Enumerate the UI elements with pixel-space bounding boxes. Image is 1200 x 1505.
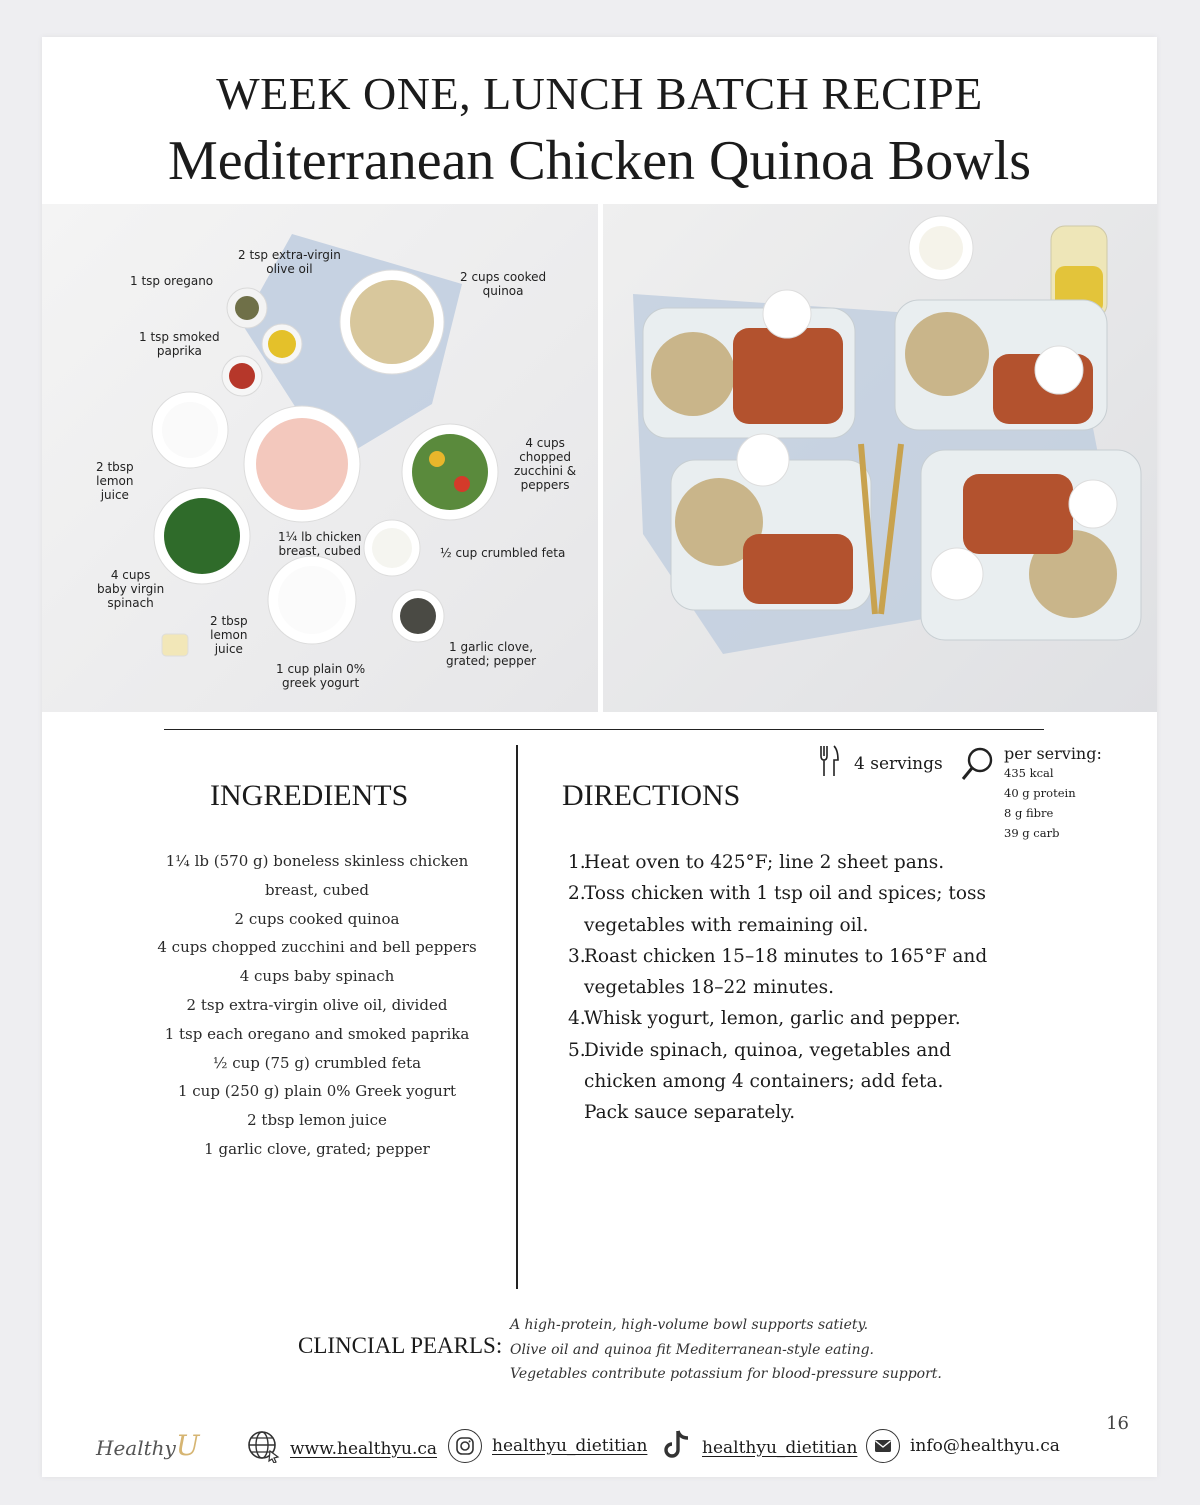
nutrition-title: per serving: (1004, 744, 1102, 763)
clinical-pearls (510, 1313, 942, 1387)
instagram-icon (448, 1429, 482, 1463)
tiktok-text: healthyu_dietitian (702, 1437, 858, 1458)
ingredient-line: 4 cups baby spinach (239, 967, 395, 986)
website-text: www.healthyu.ca (290, 1438, 438, 1459)
email-text: info@healthyu.ca (910, 1436, 1060, 1456)
direction-step: 5. Divide spinach, quinoa, vegetables and chicken among 4 containers; add feta. Pack sauce separately. (568, 1039, 952, 1124)
ingredient-line: 2 tsp extra-virgin olive oil, divided (186, 995, 448, 1014)
instagram-text: healthyu_dietitian (492, 1436, 648, 1456)
section-divider (164, 729, 1044, 730)
ingredient-line: 2 cups cooked quinoa (234, 909, 400, 928)
directions-list (568, 847, 988, 1129)
label-chicken: 1¼ lb chicken breast, cubed (278, 530, 362, 558)
globe-icon (246, 1429, 280, 1468)
label-vegetables: 4 cups chopped zucchini & peppers (514, 436, 577, 492)
label-spinach: 4 cups baby virgin spinach (97, 568, 165, 610)
tiktok-icon (664, 1429, 692, 1466)
pearl-line: Olive oil and quinoa fit Mediterranean-style eating. (510, 1341, 874, 1358)
label-garlic: 1 garlic clove, grated; pepper (446, 640, 537, 668)
label-quinoa: 2 cups cooked quinoa (460, 270, 547, 298)
page-title: WEEK ONE, LUNCH BATCH RECIPE (216, 68, 983, 119)
magnifier-icon (960, 746, 994, 843)
recipe-title: Mediterranean Chicken Quinoa Bowls (167, 130, 1032, 192)
nutrition-info (960, 744, 1102, 843)
nutrition-line: 39 g carb (1004, 826, 1060, 840)
column-divider (516, 745, 518, 1289)
label-lemon-juice: 2 tbsp lemon juice (96, 460, 134, 502)
clinical-pearls-label: CLINCIAL PEARLS: (298, 1333, 503, 1358)
tiktok-link[interactable] (664, 1429, 857, 1466)
ingredients-photo (42, 204, 598, 712)
ingredient-line: 1 tsp each oregano and smoked paprika (164, 1024, 470, 1043)
ingredient-line: ½ cup (75 g) crumbled feta (212, 1053, 422, 1072)
label-feta: ½ cup crumbled feta (440, 546, 566, 560)
ingredients-heading: INGREDIENTS (210, 779, 409, 812)
nutrition-line: 8 g fibre (1004, 806, 1054, 820)
pearl-line: A high-protein, high-volume bowl supports satiety. (510, 1317, 869, 1333)
directions-heading: DIRECTIONS (562, 779, 741, 812)
ingredient-line: 1 garlic clove, grated; pepper (204, 1139, 430, 1158)
direction-step: 1. Heat oven to 425°F; line 2 sheet pans. (568, 852, 945, 873)
instagram-link[interactable] (448, 1429, 647, 1463)
recipe-page (42, 37, 1157, 1477)
direction-step: 3. Roast chicken 15–18 minutes to 165°F and vegetables 18–22 minutes. (568, 945, 988, 999)
prepared-bowls-photo (603, 204, 1157, 712)
direction-step: 2. Toss chicken with 1 tsp oil and spices; toss vegetables with remaining oil. (568, 883, 986, 936)
ingredient-line: 1¼ lb (570 g) boneless skinless chicken (165, 852, 469, 870)
direction-step: 4. Whisk yogurt, lemon, garlic and pepper. (568, 1008, 961, 1030)
label-olive-oil: 2 tsp extra-virgin olive oil (238, 248, 341, 276)
healthyu-logo: HealthyU (96, 1429, 200, 1462)
ingredient-line: breast, cubed (265, 880, 369, 899)
ingredients-list (142, 847, 492, 1164)
label-lemon-juice-2: 2 tbsp lemon juice (210, 614, 248, 656)
page-number: 16 (1106, 1413, 1129, 1434)
footer (42, 1413, 1157, 1467)
bowls-illustration (603, 204, 1157, 712)
email-link[interactable] (866, 1429, 1060, 1463)
pearl-line: Vegetables contribute potassium for blood-pressure support. (510, 1366, 942, 1382)
nutrition-line: 40 g protein (1004, 786, 1076, 800)
ingredient-line: 1 cup (250 g) plain 0% Greek yogurt (177, 1082, 457, 1101)
label-paprika: 1 tsp smoked paprika (139, 330, 220, 358)
nutrition-line: 435 kcal (1004, 766, 1054, 780)
servings-text: 4 servings (854, 753, 943, 774)
website-link[interactable] (246, 1429, 437, 1468)
ingredient-line: 4 cups chopped zucchini and bell peppers (157, 938, 477, 957)
label-yogurt: 1 cup plain 0% greek yogurt (276, 662, 366, 690)
ingredient-line: 2 tbsp lemon juice (247, 1111, 387, 1130)
servings-info (818, 744, 943, 783)
envelope-icon (866, 1429, 900, 1463)
fork-knife-icon (818, 744, 840, 783)
label-oregano: 1 tsp oregano (130, 274, 214, 288)
